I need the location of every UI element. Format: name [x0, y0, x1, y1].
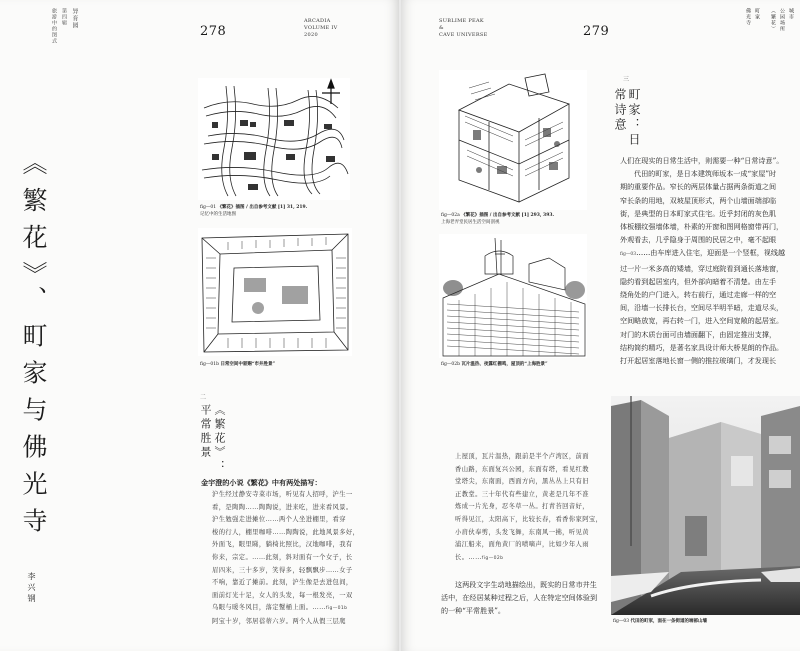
- quote-line: 浦江船来，面角黄厂的喷嘀声，比如少年人雨: [455, 541, 589, 549]
- quote-block-left: [212, 489, 382, 629]
- quote-fig-ref: fig—01b: [325, 606, 348, 612]
- figure-1-text: 《繁花》插图 / 出自参考文献 [1] 31, 219.: [217, 205, 308, 210]
- quote-line: 阿宝十岁，邻居蓓蒂六岁。两个人从假三层爬: [212, 617, 346, 625]
- quote-line: 上屋顶，瓦片温热，跟前是半个卢湾区，前面: [455, 453, 589, 460]
- body-line: 代田的町家，是日本建筑师坂本一成“家屋”时: [634, 169, 777, 179]
- photo-caption-text: 代田的町家，面在一条街道的端部山墙: [630, 619, 708, 624]
- page-number-right: 279: [583, 24, 610, 39]
- map-sketch: [198, 78, 350, 200]
- right-head-2: 公园场所: [779, 8, 785, 32]
- body-line: 间，沿墙一长排长台，空间尽半明半暗，走道尽头，: [620, 303, 784, 313]
- body-line: 体板棚纹强墙体墙，朴素的开窗和图网格窗带再门，: [620, 222, 784, 232]
- page-number-left: 278: [200, 24, 227, 39]
- journal-volume: VOLUME IV: [304, 25, 338, 31]
- body-line: 期的重要作品。窄长的两层体量占据两条街道之间: [620, 182, 777, 192]
- journal-name: ARCADIA: [304, 18, 331, 24]
- figure-4-label: fig—02b: [441, 362, 460, 367]
- body-line: 外观看去，几乎隐身于周围的民居之中，毫不起眼: [620, 235, 777, 245]
- running-head-2: 第四辑: [61, 8, 67, 26]
- right-head-3: （繁花）: [770, 8, 776, 32]
- figure-1-caption: [200, 204, 360, 218]
- closing-line: 的一种“平常胜景”。: [441, 606, 506, 616]
- closing-line: 活中，在经居某种过程之后，人在特定空间体验到: [441, 593, 598, 603]
- quote-block-right: [455, 451, 615, 565]
- quote-line: 小肩伙奉剪，头发飞舞，东南风一拂，听见黄: [455, 528, 589, 536]
- running-head-en-2: &: [439, 25, 444, 31]
- quote-line: 看，是陶陶……陶陶说，进来吃，进来看风景。: [212, 503, 353, 511]
- article-title: 《繁花》、町家与佛光寺: [19, 150, 48, 545]
- running-head-1: 异育园: [71, 8, 78, 29]
- photo-caption-label: fig—03: [613, 619, 630, 624]
- body-line: 绕角处的户门进入，转右前行，通过走廊一样的空: [620, 290, 777, 300]
- courtyard-sketch: [198, 228, 352, 356]
- quote-line-text: 长。……: [455, 553, 482, 561]
- quote-line: 你来，宗定。……此刻，斜对面有一个女子，长: [212, 553, 353, 561]
- hand-drawn-courtyard-illustration: [198, 228, 352, 356]
- quote-line: 堂塔尖，东南面，西面方向，黑丛丛上只有旧: [455, 478, 589, 486]
- quote-line: 香山路，东面复兴公园，东面有塔，看见红教: [455, 465, 589, 473]
- closing-line: 这两段文字生动地描绘出，既实的日常市井生: [455, 580, 597, 589]
- photo-caption: [613, 618, 799, 625]
- quote-line: 梭的行人，棚里咖啡……陶陶说，此地风景多好，: [212, 528, 360, 536]
- body-line: 结构简约精巧，是著名家具设计师大桥晃朗的作品。: [620, 342, 784, 352]
- body-line: 过一片一米多高的矮墙，穿过庭院看到通长落地窗，: [620, 263, 784, 273]
- figure-3-label: fig—02a: [441, 213, 460, 218]
- figure-1-label: fig—01: [200, 205, 217, 210]
- quote-line: 炼成一片光身，忍冬草一丛。打青苔回音好，: [455, 503, 589, 511]
- house-section-sketch: [439, 70, 587, 210]
- body-line: [620, 246, 796, 261]
- machiya-photo: [611, 396, 800, 615]
- figure-3-text: 《繁花》插图 / 出自参考文献 [1] 293, 393.: [461, 213, 555, 218]
- quote-line: 眉四米，三十多岁，笑得多，轻飘飘步……女子: [212, 566, 353, 574]
- closing-paragraph: [441, 578, 613, 618]
- section-number-left: 二: [200, 394, 207, 401]
- figure-3-caption: [441, 212, 601, 226]
- quote-line: 正教堂。三十年代有些建立，黄老是几年不准: [455, 490, 589, 498]
- running-head-en-3: CAVE UNIVERSE: [439, 32, 488, 38]
- figure-2-text: 日常空间中驱赐“市井胜景”: [220, 362, 276, 367]
- quote-line: 不响，靠近了摊前。此刻，沪生像是去进包间，: [212, 579, 353, 587]
- section-heading-left: 《繁花》：平常胜景: [199, 404, 226, 474]
- quote-line-text: 乌眼与暖冬风目，落定蟹桶上面。……: [212, 604, 326, 612]
- body-line-text: ……由车库进入住宅，迎面是一个竖框，视线越: [636, 248, 786, 258]
- right-head-4: 町家: [754, 8, 760, 20]
- right-running-head-vertical: [711, 8, 795, 64]
- body-line: 隐约看到起居室内，但外部向暗着不清楚。由左手: [620, 276, 777, 286]
- right-running-head-left: [439, 18, 509, 39]
- left-page: [0, 0, 399, 651]
- quote-line: [212, 602, 382, 616]
- body-line: 人们在现实的日常生活中，则需要一种“日常诗意”。: [620, 156, 784, 165]
- quote-line: 面前灯光十足，女人的头发，每一根发亮，一双: [212, 591, 353, 599]
- author-name: 李兴钢: [27, 572, 36, 605]
- journal-year: 2020: [304, 32, 318, 38]
- body-fig-ref: fig—03: [620, 252, 637, 258]
- quote-fig-ref-right: fig—02b: [481, 555, 504, 561]
- body-line: 对门的木质台面可由墙面翻下，由固定推出支撑，: [620, 329, 777, 339]
- body-line: 空间略放宽，再右转一门，进入空间宽敞的起居室。: [620, 316, 784, 326]
- right-head-5: 佛光寺: [745, 8, 751, 26]
- figure-2-label: fig—01b: [200, 362, 219, 367]
- street-house-photo: [611, 396, 800, 615]
- right-page: [401, 0, 800, 651]
- hand-drawn-rooftop-illustration: [439, 234, 587, 358]
- section-heading-right: 町家：日常诗意: [613, 88, 641, 148]
- figure-4-caption: [441, 361, 611, 368]
- left-running-head: [38, 8, 78, 58]
- journal-header: [304, 18, 364, 39]
- quote-line: 外面飞，眼里睇，躺椅比照比，汉地咖啡，我有: [212, 541, 353, 549]
- quote-line: 听得见江，太阳高下，比较长春，看香你家阿宝，: [455, 515, 603, 523]
- right-head-1: 城市: [788, 8, 794, 20]
- quote-line: 沪生勉强走进摊位……两个人坐进棚里，看穿: [212, 516, 346, 524]
- figure-4-text: 瓦片温热、夜露红棚鸣，屋顶的“上海胜景”: [461, 362, 548, 367]
- hand-drawn-house-section-illustration: [439, 70, 587, 210]
- figure-3-subtext: 上海老弄堂民居生活空间剖视: [441, 220, 500, 225]
- rooftop-sketch: [439, 234, 587, 358]
- hand-drawn-map-illustration: [198, 78, 350, 200]
- figure-2-caption: [200, 361, 360, 368]
- running-head-3: 旅游中的图式: [51, 8, 57, 44]
- quote-line: [455, 552, 615, 566]
- section-number-right: 三: [623, 76, 630, 83]
- running-head-en-1: SUBLIME PEAK: [439, 18, 484, 24]
- quote-line: 沪生经过静安寺菜市场，听见有人招呼，沪生一: [212, 491, 353, 498]
- body-text-right: [620, 154, 796, 367]
- body-line: 窄长条的用地，双坡屋顶形式，两个山墙面端部临: [620, 195, 777, 205]
- body-line: 打开起居室落地长窗一侧的推拉玻璃门，才发现长: [620, 356, 777, 366]
- intro-line: 金宇澄的小说《繁花》中有两处描写：: [201, 478, 322, 487]
- figure-1-subtext: 记忆中的生活地图: [200, 212, 236, 217]
- body-line: 街，是典型的日本町家式住宅。近乎封闭的灰色肌: [620, 208, 777, 218]
